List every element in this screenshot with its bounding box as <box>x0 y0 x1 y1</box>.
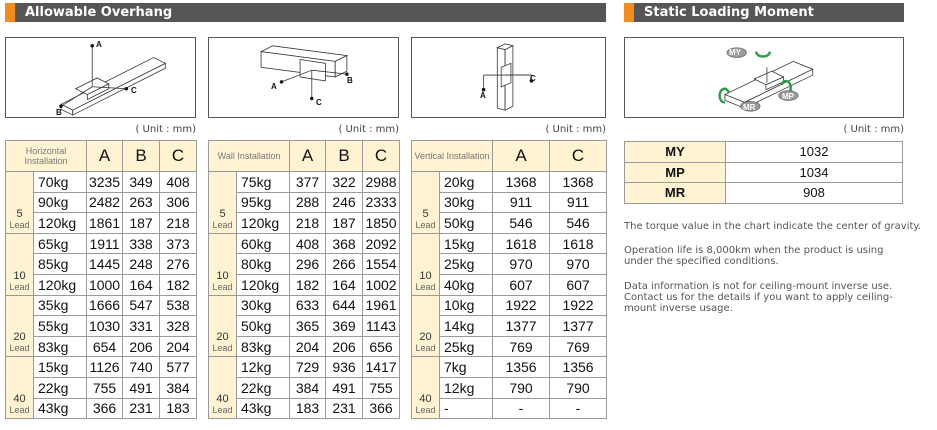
load-cell: 10kg <box>440 295 493 316</box>
value-cell: 206 <box>326 336 363 357</box>
lead-unit: Lead <box>212 343 233 354</box>
load-cell: 25kg <box>440 336 493 357</box>
value-cell: 1002 <box>363 274 400 295</box>
value-cell: 164 <box>326 274 363 295</box>
load-cell: 22kg <box>34 377 87 398</box>
value-cell: 2092 <box>363 233 400 254</box>
static-header <box>624 3 904 22</box>
load-cell: 12kg <box>237 357 290 378</box>
value-cell: 204 <box>290 336 326 357</box>
table-row <box>412 316 607 337</box>
column-header: A <box>87 141 123 172</box>
value-cell: 633 <box>290 295 326 316</box>
label-c: C <box>131 86 137 95</box>
lead-unit: Lead <box>212 219 233 230</box>
lead-cell <box>412 357 440 419</box>
table-row <box>412 398 607 419</box>
installation-caption: Horizontal Installation <box>6 141 87 172</box>
value-cell: 547 <box>123 295 160 316</box>
lead-value: 10 <box>216 269 229 282</box>
table-row <box>6 316 197 337</box>
label-c: C <box>316 98 322 107</box>
load-cell: 50kg <box>237 316 290 337</box>
load-cell: 70kg <box>34 172 87 193</box>
value-cell: 373 <box>160 233 197 254</box>
value-cell: 288 <box>290 192 326 213</box>
table-header-row <box>412 141 607 172</box>
load-cell: - <box>440 398 493 419</box>
column-header: C <box>160 141 197 172</box>
value-cell: 266 <box>326 254 363 275</box>
value-cell: - <box>550 398 607 419</box>
value-cell: 1030 <box>87 316 123 337</box>
value-cell: 654 <box>87 336 123 357</box>
value-cell: 491 <box>123 377 160 398</box>
value-cell: 218 <box>290 213 326 234</box>
value-cell: 183 <box>160 398 197 419</box>
table-row <box>6 398 197 419</box>
table-row <box>412 172 607 193</box>
value-cell: 790 <box>550 377 607 398</box>
value-cell: 1377 <box>493 316 550 337</box>
value-cell: 769 <box>550 336 607 357</box>
table-row <box>625 183 903 204</box>
value-cell: 740 <box>123 357 160 378</box>
value-cell: 218 <box>160 213 197 234</box>
table-row <box>412 357 607 378</box>
value-cell: 1126 <box>87 357 123 378</box>
lead-value: 5 <box>422 207 429 220</box>
load-cell: 43kg <box>34 398 87 419</box>
table-row <box>625 142 903 163</box>
table-row <box>6 295 197 316</box>
load-cell: 40kg <box>440 274 493 295</box>
table-row <box>6 192 197 213</box>
value-cell: 970 <box>493 254 550 275</box>
value-cell: 1356 <box>550 357 607 378</box>
table-row <box>412 213 607 234</box>
value-cell: 204 <box>160 336 197 357</box>
moment-key: MR <box>625 183 726 204</box>
value-cell: - <box>493 398 550 419</box>
load-cell: 50kg <box>440 213 493 234</box>
value-cell: 1922 <box>550 295 607 316</box>
moment-label-my: MY <box>729 48 741 57</box>
value-cell: 349 <box>123 172 160 193</box>
value-cell: 491 <box>326 377 363 398</box>
load-cell: 90kg <box>34 192 87 213</box>
lead-cell <box>6 357 34 419</box>
table-row <box>6 254 197 275</box>
lead-cell <box>412 295 440 357</box>
value-cell: 1666 <box>87 295 123 316</box>
lead-cell <box>209 357 237 419</box>
table-row <box>209 233 400 254</box>
value-cell: 328 <box>160 316 197 337</box>
value-cell: 644 <box>326 295 363 316</box>
load-cell: 30kg <box>440 192 493 213</box>
lead-cell <box>209 295 237 357</box>
table-row <box>412 295 607 316</box>
value-cell: 338 <box>123 233 160 254</box>
table-row <box>209 254 400 275</box>
lead-cell <box>412 172 440 234</box>
table-row <box>412 254 607 275</box>
load-cell: 60kg <box>237 233 290 254</box>
value-cell: 1417 <box>363 357 400 378</box>
load-cell: 83kg <box>237 336 290 357</box>
value-cell: 790 <box>493 377 550 398</box>
lead-unit: Lead <box>212 405 233 416</box>
load-cell: 43kg <box>237 398 290 419</box>
vertical-diagram <box>411 37 606 118</box>
value-cell: 164 <box>123 274 160 295</box>
value-cell: 911 <box>493 192 550 213</box>
unit-label: ( Unit : mm) <box>338 124 399 135</box>
load-cell: 14kg <box>440 316 493 337</box>
load-cell: 85kg <box>34 254 87 275</box>
value-cell: 187 <box>326 213 363 234</box>
unit-label: ( Unit : mm) <box>135 124 196 135</box>
value-cell: 331 <box>123 316 160 337</box>
load-cell: 75kg <box>237 172 290 193</box>
value-cell: 577 <box>160 357 197 378</box>
value-cell: 248 <box>123 254 160 275</box>
load-cell: 120kg <box>237 213 290 234</box>
value-cell: 322 <box>326 172 363 193</box>
load-cell: 120kg <box>237 274 290 295</box>
value-cell: 729 <box>290 357 326 378</box>
lead-unit: Lead <box>9 281 30 292</box>
column-header: B <box>123 141 160 172</box>
value-cell: 306 <box>160 192 197 213</box>
value-cell: 1618 <box>493 233 550 254</box>
label-b: B <box>347 76 353 85</box>
lead-unit: Lead <box>415 281 436 292</box>
value-cell: 182 <box>290 274 326 295</box>
table-row <box>209 377 400 398</box>
value-cell: 2333 <box>363 192 400 213</box>
lead-cell <box>209 233 237 295</box>
lead-cell <box>6 233 34 295</box>
value-cell: 970 <box>550 254 607 275</box>
value-cell: 246 <box>326 192 363 213</box>
moment-label-mp: MP <box>782 92 794 101</box>
lead-value: 20 <box>419 331 432 344</box>
value-cell: 408 <box>160 172 197 193</box>
column-header: A <box>290 141 326 172</box>
moment-value: 908 <box>726 183 903 204</box>
vertical-overhang-table <box>411 140 607 419</box>
value-cell: 769 <box>493 336 550 357</box>
value-cell: 755 <box>87 377 123 398</box>
lead-cell <box>209 172 237 234</box>
moment-label-mr: MR <box>743 103 756 112</box>
value-cell: 1911 <box>87 233 123 254</box>
value-cell: 607 <box>550 274 607 295</box>
overhang-title: Allowable Overhang <box>25 5 173 20</box>
column-header: C <box>363 141 400 172</box>
value-cell: 187 <box>123 213 160 234</box>
lead-value: 40 <box>216 393 229 406</box>
value-cell: 911 <box>550 192 607 213</box>
moment-key: MY <box>625 142 726 163</box>
value-cell: 1368 <box>550 172 607 193</box>
lead-cell <box>6 172 34 234</box>
value-cell: 538 <box>160 295 197 316</box>
value-cell: 1850 <box>363 213 400 234</box>
value-cell: 2988 <box>363 172 400 193</box>
load-cell: 20kg <box>440 172 493 193</box>
overhang-header <box>5 3 606 22</box>
lead-value: 40 <box>419 393 432 406</box>
table-row <box>6 336 197 357</box>
table-row <box>209 316 400 337</box>
load-cell: 120kg <box>34 213 87 234</box>
value-cell: 1368 <box>493 172 550 193</box>
label-b: B <box>56 108 62 117</box>
value-cell: 1961 <box>363 295 400 316</box>
value-cell: 3235 <box>87 172 123 193</box>
value-cell: 365 <box>290 316 326 337</box>
table-row <box>6 172 197 193</box>
value-cell: 183 <box>290 398 326 419</box>
table-row <box>412 233 607 254</box>
load-cell: 80kg <box>237 254 290 275</box>
load-cell: 15kg <box>440 233 493 254</box>
table-row <box>412 192 607 213</box>
column-header: B <box>326 141 363 172</box>
value-cell: 755 <box>363 377 400 398</box>
load-cell: 7kg <box>440 357 493 378</box>
label-a: A <box>96 40 102 49</box>
wall-overhang-table <box>208 140 400 419</box>
value-cell: 276 <box>160 254 197 275</box>
table-row <box>209 398 400 419</box>
static-title: Static Loading Moment <box>644 5 814 20</box>
column-header: A <box>493 141 550 172</box>
load-cell: 95kg <box>237 192 290 213</box>
value-cell: 384 <box>290 377 326 398</box>
lead-value: 5 <box>219 207 226 220</box>
lead-unit: Lead <box>9 219 30 230</box>
moment-value: 1034 <box>726 162 903 183</box>
unit-label: ( Unit : mm) <box>843 124 904 135</box>
label-c: C <box>530 74 536 83</box>
load-cell: 30kg <box>237 295 290 316</box>
load-cell: 22kg <box>237 377 290 398</box>
lead-cell <box>412 233 440 295</box>
value-cell: 1922 <box>493 295 550 316</box>
load-cell: 55kg <box>34 316 87 337</box>
lead-value: 10 <box>419 269 432 282</box>
value-cell: 1356 <box>493 357 550 378</box>
load-cell: 12kg <box>440 377 493 398</box>
lead-value: 40 <box>13 393 26 406</box>
value-cell: 296 <box>290 254 326 275</box>
value-cell: 231 <box>326 398 363 419</box>
value-cell: 206 <box>123 336 160 357</box>
lead-unit: Lead <box>212 281 233 292</box>
note-ceiling: Data information is not for ceiling-mount inverse use. Contact us for the details if you want to apply ceiling-mount inverse usage. <box>624 281 893 314</box>
label-a: A <box>271 82 277 91</box>
value-cell: 1143 <box>363 316 400 337</box>
value-cell: 377 <box>290 172 326 193</box>
table-header-row <box>6 141 197 172</box>
moment-diagram <box>624 37 904 118</box>
unit-label: ( Unit : mm) <box>545 124 606 135</box>
lead-cell <box>6 295 34 357</box>
value-cell: 231 <box>123 398 160 419</box>
label-a: A <box>480 91 486 100</box>
column-header: C <box>550 141 607 172</box>
value-cell: 1377 <box>550 316 607 337</box>
value-cell: 2482 <box>87 192 123 213</box>
value-cell: 366 <box>87 398 123 419</box>
lead-unit: Lead <box>415 343 436 354</box>
value-cell: 369 <box>326 316 363 337</box>
value-cell: 546 <box>550 213 607 234</box>
value-cell: 936 <box>326 357 363 378</box>
table-row <box>412 336 607 357</box>
table-row <box>6 357 197 378</box>
table-row <box>209 172 400 193</box>
load-cell: 83kg <box>34 336 87 357</box>
lead-value: 20 <box>216 331 229 344</box>
value-cell: 263 <box>123 192 160 213</box>
value-cell: 1000 <box>87 274 123 295</box>
lead-value: 20 <box>13 331 26 344</box>
value-cell: 1445 <box>87 254 123 275</box>
value-cell: 1618 <box>550 233 607 254</box>
value-cell: 546 <box>493 213 550 234</box>
table-row <box>209 357 400 378</box>
lead-value: 5 <box>16 207 23 220</box>
installation-caption: Wall Installation <box>209 141 290 172</box>
lead-unit: Lead <box>415 405 436 416</box>
table-header-row <box>209 141 400 172</box>
table-row <box>6 213 197 234</box>
table-row <box>412 377 607 398</box>
table-row <box>6 233 197 254</box>
table-row <box>412 274 607 295</box>
value-cell: 607 <box>493 274 550 295</box>
value-cell: 408 <box>290 233 326 254</box>
value-cell: 182 <box>160 274 197 295</box>
table-row <box>6 377 197 398</box>
load-cell: 120kg <box>34 274 87 295</box>
value-cell: 368 <box>326 233 363 254</box>
lead-unit: Lead <box>9 405 30 416</box>
lead-value: 10 <box>13 269 26 282</box>
table-row <box>209 192 400 213</box>
header-accent <box>5 3 15 22</box>
load-cell: 15kg <box>34 357 87 378</box>
table-row <box>6 274 197 295</box>
table-row <box>209 213 400 234</box>
value-cell: 1861 <box>87 213 123 234</box>
installation-caption: Vertical Installation <box>412 141 493 172</box>
moment-key: MP <box>625 162 726 183</box>
value-cell: 1554 <box>363 254 400 275</box>
static-loading-table <box>624 141 903 204</box>
table-row <box>209 336 400 357</box>
value-cell: 366 <box>363 398 400 419</box>
note-life: Operation life is 8,000km when the product is using under the specified conditions. <box>624 245 884 267</box>
table-row <box>209 295 400 316</box>
horizontal-diagram <box>5 37 196 118</box>
lead-unit: Lead <box>9 343 30 354</box>
value-cell: 384 <box>160 377 197 398</box>
load-cell: 35kg <box>34 295 87 316</box>
wall-diagram <box>208 37 399 118</box>
note-torque: The torque value in the chart indicate the center of gravity. <box>624 221 922 232</box>
value-cell: 656 <box>363 336 400 357</box>
table-row <box>625 162 903 183</box>
horizontal-overhang-table <box>5 140 197 419</box>
load-cell: 25kg <box>440 254 493 275</box>
table-row <box>209 274 400 295</box>
moment-value: 1032 <box>726 142 903 163</box>
header-accent <box>624 3 634 22</box>
load-cell: 65kg <box>34 233 87 254</box>
lead-unit: Lead <box>415 219 436 230</box>
